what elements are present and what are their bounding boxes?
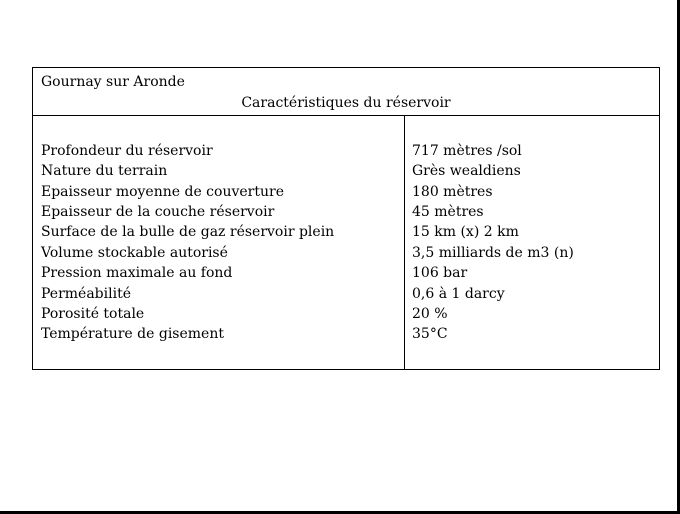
table-header	[33, 68, 659, 116]
table-row	[33, 141, 659, 161]
row-value: 15 km (x) 2 km	[412, 224, 519, 240]
row-label: Perméabilité	[41, 286, 131, 302]
table-row	[33, 161, 659, 181]
row-value: 180 mètres	[412, 184, 493, 200]
row-label: Profondeur du réservoir	[41, 143, 213, 159]
row-value: 35°C	[412, 326, 448, 342]
row-value: Grès wealdiens	[412, 163, 521, 179]
row-label: Température de gisement	[41, 326, 224, 342]
row-label: Volume stockable autorisé	[41, 245, 228, 261]
row-label: Epaisseur de la couche réservoir	[41, 204, 275, 220]
table-row	[33, 263, 659, 283]
table-body	[33, 116, 659, 369]
table-row	[33, 324, 659, 344]
row-value: 717 mètres /sol	[412, 143, 522, 159]
table-row	[33, 222, 659, 242]
row-value: 0,6 à 1 darcy	[412, 286, 505, 302]
reservoir-table	[32, 67, 660, 370]
row-label: Surface de la bulle de gaz réservoir plein	[41, 224, 335, 240]
row-value: 106 bar	[412, 265, 468, 281]
row-value: 45 mètres	[412, 204, 484, 220]
row-label: Porosité totale	[41, 306, 145, 322]
row-value: 20 %	[412, 306, 448, 322]
row-label: Epaisseur moyenne de couverture	[41, 184, 284, 200]
table-row	[33, 304, 659, 324]
table-caption: Caractéristiques du réservoir	[241, 95, 451, 111]
row-label: Pression maximale au fond	[41, 265, 233, 281]
table-row	[33, 182, 659, 202]
row-value: 3,5 milliards de m3 (n)	[412, 245, 574, 261]
table-row	[33, 284, 659, 304]
site-name: Gournay sur Aronde	[41, 74, 185, 90]
row-label: Nature du terrain	[41, 163, 168, 179]
table-row	[33, 202, 659, 222]
table-row	[33, 243, 659, 263]
